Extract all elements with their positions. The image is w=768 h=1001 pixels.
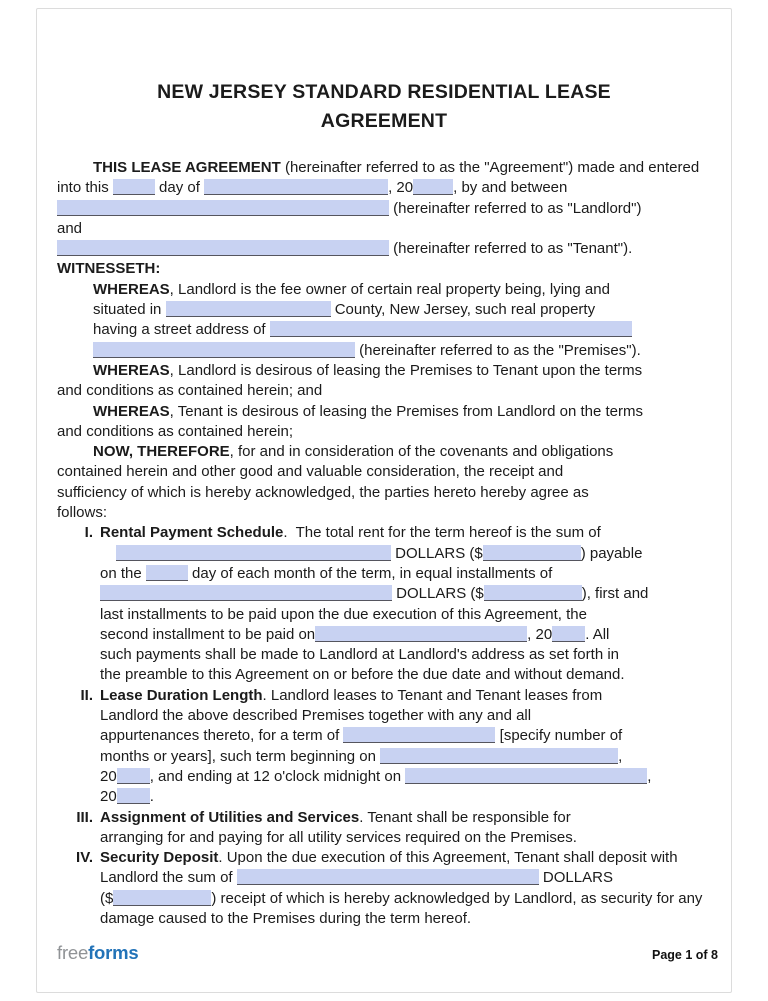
- text-line: [100, 889, 718, 909]
- intro-paragraph: [57, 158, 718, 259]
- blank-field[interactable]: [146, 565, 188, 581]
- blank-field[interactable]: [380, 748, 618, 764]
- text-run: , and ending at 12 o'clock midnight on: [149, 767, 406, 785]
- blank-field[interactable]: [117, 788, 150, 804]
- text-line: [100, 605, 718, 625]
- text-run: , Tenant is desirous of leasing the Premises from Landlord on the terms: [169, 402, 643, 420]
- blank-field[interactable]: [204, 179, 388, 195]
- text-line: [100, 848, 718, 868]
- text-line: [57, 462, 718, 482]
- text-run: on the: [100, 564, 146, 582]
- blank-field[interactable]: [483, 545, 581, 561]
- text-run: damage caused to the Premises during the term hereof.: [100, 909, 472, 927]
- text-line: [100, 564, 718, 584]
- page-number: Page 1 of 8: [652, 948, 718, 962]
- text-run: and conditions as contained herein; and: [57, 382, 323, 400]
- section-number: III.: [76, 808, 93, 826]
- text-run: DOLLARS ($: [392, 585, 484, 603]
- text-line: [100, 726, 718, 746]
- first-line-indent: [100, 557, 116, 558]
- text-run: (hereinafter referred to as the "Agreement") made and entered: [280, 159, 700, 176]
- text-line: [57, 422, 718, 442]
- text-line: [100, 747, 718, 767]
- text-run: 20: [100, 767, 117, 785]
- blank-field[interactable]: [100, 585, 392, 601]
- blank-field[interactable]: [93, 342, 355, 358]
- text-line: [100, 665, 718, 685]
- text-line: [100, 625, 718, 645]
- text-run: . Landlord leases to Tenant and Tenant leases from: [262, 686, 603, 704]
- document-title: [0, 78, 768, 136]
- text-run: . Tenant shall be responsible for: [359, 808, 571, 826]
- text-line: [57, 503, 718, 523]
- blank-field[interactable]: [413, 179, 453, 195]
- text-run: ,: [647, 767, 652, 785]
- text-line: [100, 645, 718, 665]
- text-line: [100, 584, 718, 604]
- whereas-landlord-paragraph: [57, 361, 718, 402]
- text-run: . All: [585, 625, 610, 643]
- section-security-deposit: [57, 848, 718, 929]
- text-run: second installment to be paid on: [100, 625, 316, 643]
- logo-free-text: free: [57, 942, 89, 963]
- text-run: and: [57, 219, 83, 237]
- text-line: [100, 787, 718, 807]
- title-line-1: NEW JERSEY STANDARD RESIDENTIAL LEASE: [157, 81, 611, 103]
- text-line: [57, 219, 718, 239]
- text-line: [57, 199, 718, 219]
- text-line: [57, 178, 718, 198]
- whereas-tenant-paragraph: [57, 402, 718, 443]
- section-number: I.: [84, 524, 93, 542]
- section-number: IV.: [76, 849, 93, 867]
- text-line: [100, 767, 718, 787]
- section-lease-duration-length: [57, 686, 718, 808]
- blank-field[interactable]: [113, 890, 211, 906]
- blank-field[interactable]: [117, 768, 150, 784]
- bold-text-run: WHEREAS: [93, 280, 170, 298]
- text-line: [100, 909, 718, 929]
- bold-text-run: WHEREAS: [93, 402, 170, 420]
- bold-text-run: WITNESSETH:: [57, 260, 161, 278]
- text-line: [100, 544, 718, 564]
- text-run: ($: [100, 889, 114, 907]
- text-run: follows:: [57, 504, 108, 522]
- witnesseth-heading: [57, 259, 718, 279]
- first-line-indent: [57, 455, 93, 456]
- text-line: [100, 706, 718, 726]
- blank-field[interactable]: [270, 321, 632, 337]
- bold-text-run: Lease Duration Length: [100, 686, 263, 704]
- freeforms-logo: [57, 942, 139, 964]
- text-run: day of each month of the term, in equal installments of: [187, 564, 553, 582]
- text-line: [57, 381, 718, 401]
- text-run: , 20: [388, 179, 414, 197]
- whereas-owner-paragraph: [57, 280, 718, 361]
- text-run: . Upon the due execution of this Agreement, Tenant shall deposit with: [218, 849, 678, 867]
- text-run: day of: [154, 179, 205, 197]
- blank-field[interactable]: [315, 626, 527, 642]
- text-run: DOLLARS ($: [391, 544, 483, 562]
- text-run: [specify number of: [495, 727, 623, 745]
- section-rental-payment-schedule: [57, 523, 718, 685]
- blank-field[interactable]: [57, 200, 389, 216]
- text-line: [57, 239, 718, 259]
- text-run: 20: [100, 788, 117, 806]
- bold-text-run: WHEREAS: [93, 361, 170, 379]
- first-line-indent: [57, 415, 93, 416]
- text-line: [57, 402, 718, 422]
- title-line-2: AGREEMENT: [320, 110, 448, 132]
- text-line: [57, 361, 718, 381]
- bold-text-run: NOW, THEREFORE: [93, 443, 230, 461]
- text-line: [93, 280, 718, 300]
- text-run: (hereinafter referred to as the "Premises").: [355, 341, 641, 359]
- text-run: months or years], such term beginning on: [100, 747, 381, 765]
- blank-field[interactable]: [343, 727, 495, 743]
- text-run: , for and in consideration of the covenants and obligations: [229, 443, 614, 461]
- text-run: the preamble to this Agreement on or before the due date and without demand.: [100, 666, 625, 684]
- text-run: . The total rent for the term hereof is the sum of: [283, 524, 601, 542]
- text-run: ) receipt of which is hereby acknowledged by Landlord, as security for any: [211, 889, 703, 907]
- text-line: [100, 808, 718, 828]
- text-line: [57, 442, 718, 462]
- text-run: ), first and: [581, 585, 649, 603]
- text-line: [93, 341, 718, 361]
- footer: [57, 942, 718, 964]
- text-line: [100, 828, 718, 848]
- text-run: , Landlord is desirous of leasing the Premises to Tenant upon the terms: [169, 361, 643, 379]
- text-run: and conditions as contained herein;: [57, 422, 294, 440]
- text-line: [100, 523, 718, 543]
- blank-field[interactable]: [484, 585, 582, 601]
- blank-field[interactable]: [237, 869, 539, 885]
- document-body: [0, 158, 768, 929]
- text-run: .: [149, 788, 154, 806]
- text-run: Landlord the sum of: [100, 869, 237, 887]
- text-line: [57, 483, 718, 503]
- now-therefore-paragraph: [57, 442, 718, 523]
- text-run: , by and between: [453, 179, 568, 197]
- text-run: , 20: [527, 625, 553, 643]
- bold-text-run: THIS LEASE AGREEMENT: [93, 159, 281, 176]
- text-run: (hereinafter referred to as "Tenant").: [389, 240, 633, 258]
- blank-field[interactable]: [116, 545, 391, 561]
- text-run: , Landlord is the fee owner of certain real property being, lying and: [169, 280, 610, 298]
- section-assignment-of-utilities: [57, 808, 718, 849]
- bold-text-run: Rental Payment Schedule: [100, 524, 284, 542]
- text-run: DOLLARS: [538, 869, 613, 887]
- text-line: [100, 868, 718, 888]
- first-line-indent: [57, 171, 93, 172]
- text-run: Landlord the above described Premises together with any and all: [100, 707, 532, 725]
- text-line: [57, 158, 718, 178]
- text-line: [93, 300, 718, 320]
- blank-field[interactable]: [552, 626, 585, 642]
- text-line: [57, 259, 718, 279]
- text-run: situated in: [93, 301, 166, 319]
- text-run: County, New Jersey, such real property: [330, 301, 596, 319]
- logo-forms-text: forms: [88, 942, 139, 963]
- blank-field[interactable]: [113, 179, 155, 195]
- text-line: [93, 320, 718, 340]
- text-run: ) payable: [580, 544, 643, 562]
- text-run: (hereinafter referred to as "Landlord"): [389, 199, 642, 217]
- text-line: [100, 686, 718, 706]
- text-run: having a street address of: [93, 321, 270, 339]
- text-run: such payments shall be made to Landlord at Landlord's address as set forth in: [100, 646, 620, 664]
- section-number: II.: [80, 686, 93, 704]
- first-line-indent: [57, 374, 93, 375]
- blank-field[interactable]: [405, 768, 647, 784]
- text-run: ,: [618, 747, 623, 765]
- text-run: into this: [57, 179, 113, 197]
- text-run: arranging for and paying for all utility services required on the Premises.: [100, 828, 577, 846]
- text-run: appurtenances thereto, for a term of: [100, 727, 344, 745]
- text-run: contained herein and other good and valuable consideration, the receipt and: [57, 463, 564, 481]
- blank-field[interactable]: [57, 240, 389, 256]
- bold-text-run: Assignment of Utilities and Services: [100, 808, 360, 826]
- blank-field[interactable]: [166, 301, 331, 317]
- text-run: sufficiency of which is hereby acknowledged, the parties hereto hereby agree as: [57, 483, 589, 501]
- text-run: last installments to be paid upon the due execution of this Agreement, the: [100, 605, 587, 623]
- bold-text-run: Security Deposit: [100, 849, 219, 867]
